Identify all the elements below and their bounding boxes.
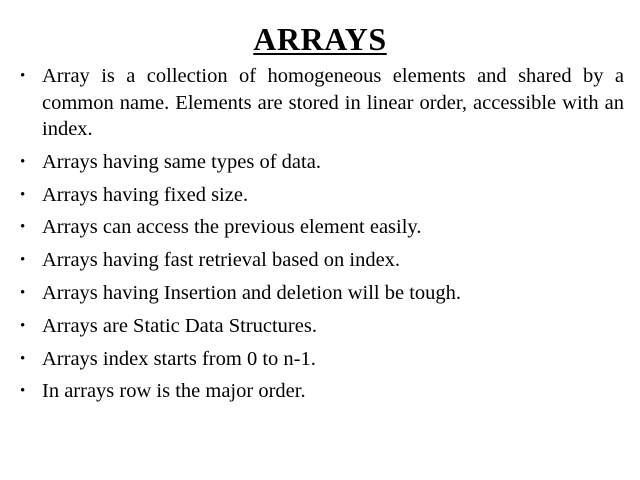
bullet-icon: • (20, 68, 26, 84)
bullet-item (18, 214, 624, 241)
bullet-text: Arrays are Static Data Structures. (42, 314, 317, 337)
bullet-text: In arrays row is the major order. (42, 380, 306, 403)
bullet-text: Array is a collection of homogeneous elements and shared by a common name. Elements are stored in linear order, accessible with an index. (42, 65, 624, 140)
bullet-text: Arrays having fast retrieval based on index. (42, 249, 401, 272)
bullet-icon: • (20, 153, 26, 170)
bullet-item (18, 247, 624, 274)
bullet-item (18, 182, 624, 209)
bullet-item (18, 378, 624, 405)
bullet-icon: • (20, 383, 26, 400)
slide-title: ARRAYS (253, 21, 387, 57)
bullet-text: Arrays having same types of data. (42, 150, 321, 173)
bullet-item (18, 346, 624, 373)
bullet-icon: • (20, 186, 26, 203)
bullet-list (18, 63, 624, 411)
bullet-icon: • (20, 350, 26, 367)
bullet-text: Arrays can access the previous element easily. (42, 216, 422, 239)
bullet-icon: • (20, 284, 26, 301)
bullet-item (18, 63, 624, 143)
bullet-item (18, 280, 624, 307)
bullet-item (18, 313, 624, 340)
bullet-text: Arrays having fixed size. (42, 183, 249, 206)
bullet-icon: • (20, 219, 26, 236)
bullet-icon: • (20, 252, 26, 269)
bullet-text: Arrays index starts from 0 to n-1. (42, 347, 316, 370)
bullet-text: Arrays having Insertion and deletion will be tough. (42, 281, 462, 304)
bullet-item (18, 149, 624, 176)
bullet-icon: • (20, 317, 26, 334)
